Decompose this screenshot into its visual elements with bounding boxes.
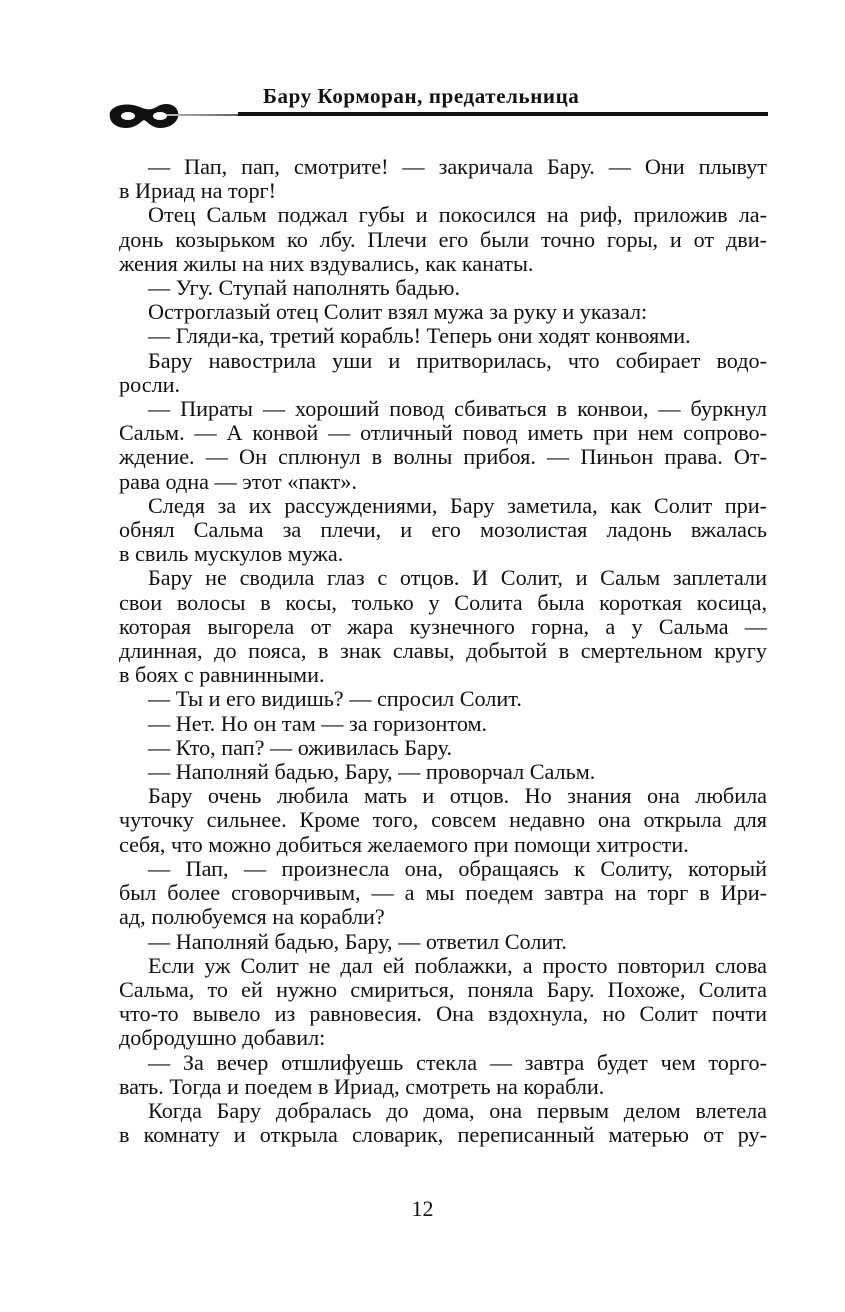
header-rule [238, 112, 768, 116]
text-line: Если уж Солит не дал ей поблажки, а просто повторил слова [148, 952, 767, 978]
text-line: Сальма, то ей нужно смириться, поняла Бару. Похоже, Солита [119, 976, 767, 1002]
text-line: — Ты и его видишь? — спросил Солит. [148, 686, 522, 712]
text-line: рава одна — этот «пакт». [119, 468, 357, 494]
text-line: — Наполняй бадью, Бару, — проворчал Сальм. [148, 759, 596, 785]
text-line: Бару не сводила глаз с отцов. И Солит, и Сальм заплетали [148, 565, 767, 591]
text-line: — За вечер отшлифуешь стекла — завтра будет чем торго- [148, 1049, 767, 1075]
text-line: был более сговорчивым, — а мы поедем завтра на торг в Ири- [119, 880, 767, 906]
text-line: Когда Бару добралась до дома, она первым делом влетела [148, 1097, 767, 1123]
text-line: — Нет. Но он там — за горизонтом. [148, 710, 488, 736]
text-line: Сальм. — А конвой — отличный повод иметь при нем сопрово- [119, 420, 767, 446]
text-line: в комнату и открыла словарик, переписанный матерью от ру- [119, 1122, 767, 1148]
text-line: ждение. — Он сплюнул в волны прибоя. — Пиньон права. От- [119, 444, 767, 470]
text-line: ад, полюбуемся на корабли? [119, 904, 385, 930]
running-header [108, 78, 768, 138]
text-line: — Гляди-ка, третий корабль! Теперь они ходят конвоями. [148, 323, 691, 349]
text-line: обнял Сальма за плечи, и его мозолистая ладонь вжалась [119, 517, 767, 543]
text-line: длинная, до пояса, в знак славы, добытой в смертельном кругу [119, 638, 767, 664]
text-line: в Ириад на торг! [119, 178, 277, 204]
text-line: добродушно добавил: [119, 1025, 326, 1051]
text-line: Бару очень любила мать и отцов. Но знания она любила [148, 783, 767, 809]
text-line: — Наполняй бадью, Бару, — ответил Солит. [148, 928, 567, 954]
text-line: вать. Тогда и поедем в Ириад, смотреть на корабли. [119, 1073, 605, 1099]
text-line: себя, что можно добиться желаемого при помощи хитрости. [119, 831, 689, 857]
text-line: — Пап, пап, смотрите! — закричала Бару. — Они плывут [148, 154, 767, 179]
text-line: в свиль мускулов мужа. [119, 541, 344, 567]
text-line: Следя за их рассуждениями, Бару заметила, как Солит при- [148, 492, 767, 518]
text-line: которая выгорела от жара кузнечного горна, а у Сальма — [119, 613, 767, 639]
body-text [119, 155, 767, 1147]
text-line: Отец Сальм поджал губы и покосился на риф, приложив ла- [148, 202, 767, 228]
text-line: росли. [119, 371, 181, 397]
text-line: чуточку сильнее. Кроме того, совсем недавно она открыла для [119, 807, 767, 833]
page-number: 12 [411, 1196, 434, 1221]
text-line: Бару навострила уши и притворилась, что собирает водо- [148, 347, 767, 373]
text-line: жения жилы на них вздувались, как канаты. [119, 250, 534, 276]
text-line: в боях с равнинными. [119, 662, 325, 688]
text-line: — Пираты — хороший повод сбиваться в конвои, — буркнул [148, 396, 767, 422]
text-line: донь козырьком ко лбу. Плечи его были точно горы, и от дви- [119, 226, 767, 252]
text-line: — Пап, — произнесла она, обращаясь к Солиту, который [148, 855, 767, 881]
running-title: Бару Корморан, предательница [263, 84, 580, 108]
text-line: свои волосы в косы, только у Солита была короткая косица, [119, 589, 767, 615]
text-line: Остроглазый отец Солит взял мужа за руку и указал: [148, 299, 648, 325]
text-line: — Угу. Ступай наполнять бадью. [148, 275, 460, 301]
header-rule-thin [166, 114, 246, 116]
text-line: — Кто, пап? — оживилась Бару. [148, 734, 453, 760]
text-line: что-то вывело из равновесия. Она вздохнула, но Солит почти [119, 1001, 767, 1027]
